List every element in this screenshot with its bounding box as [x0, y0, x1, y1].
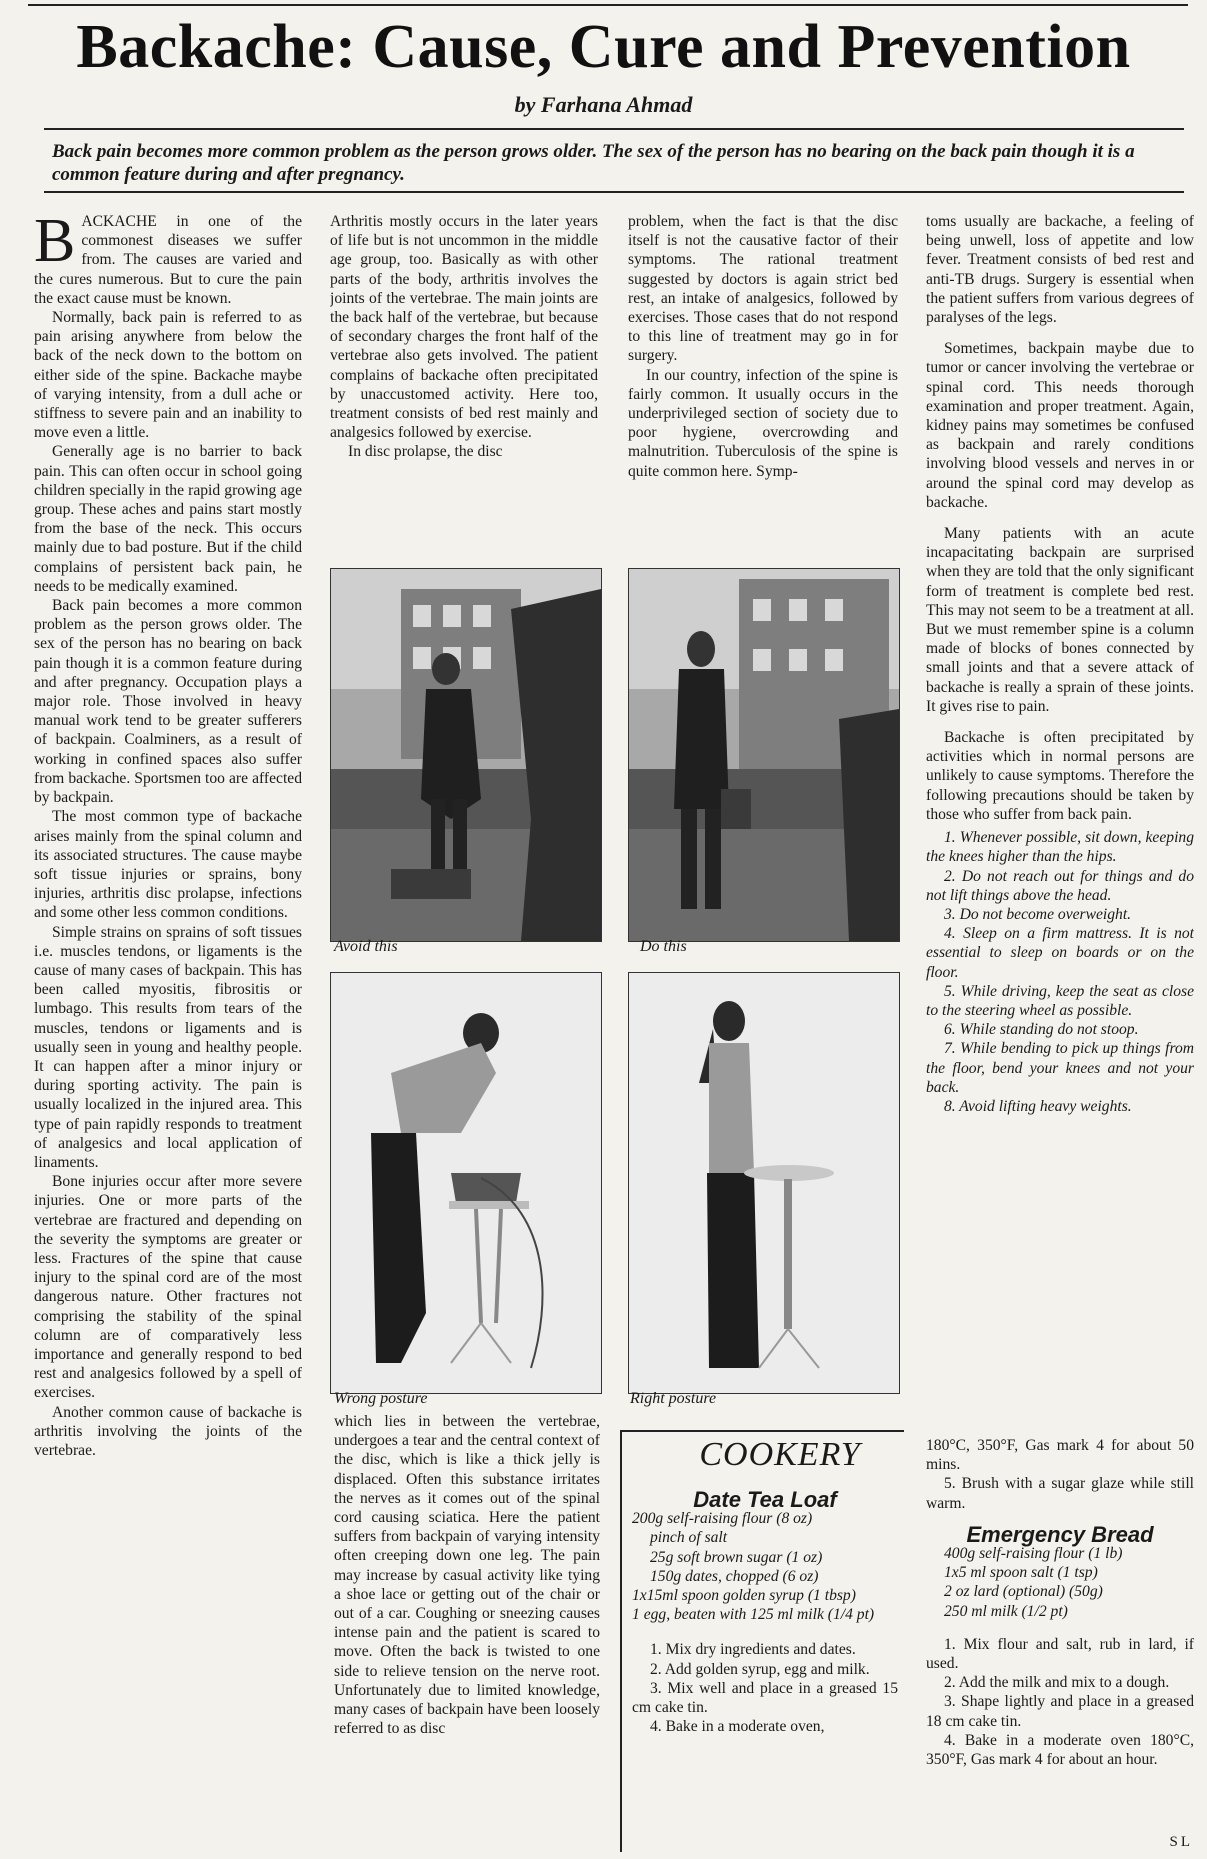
paragraph: Arthritis mostly occurs in the later years of life but is not uncommon in the middle age group, too. Basically as with other parts of the body, arthritis involves the joints of the vertebrae. The main joints are the back half of the vertebrae, but because of secondary charges the front half of the vertebrae also gets involved. The patient complains of backache often precipitated by unaccustomed activity. Here too, treatment consists of bed rest mainly and analgesics followed by exercise.	[330, 213, 598, 442]
paragraph: Backache is often precipitated by activities which in normal persons are unlikely to cause symptoms. Therefore the following precautions should be taken by those who suffer from back pain.	[926, 729, 1194, 823]
photo-right-posture	[628, 972, 900, 1394]
cookery-column-1	[632, 1490, 898, 1852]
paragraph: Back pain becomes a more common problem as the person grows older. The sex of the person has no bearing on back pain though it is a common feature during and after pregnancy. Occupation plays a major role. Those involved in heavy manual work tend to be greater sufferers of backpain. Coalminers, as a result of working in confined spaces also suffer from backache. Sportsmen too are affected by backpain.	[34, 597, 302, 807]
paragraph: Sometimes, backpain maybe due to tumor or cancer involving the vertebrae or spinal cord. This needs thorough examination and proper treatment. Again, kidney pains may sometimes be confused as backpain and rarely conditions involving blood vessels and nerves in or around the spinal cord may develop as backache.	[926, 340, 1194, 511]
cookery-column-2	[926, 1436, 1194, 1836]
paragraph: Generally age is no barrier to back pain. This can often occur in school going children specially in the rapid growing age group. These aches and pains start mostly from the base of the neck. This occurs mainly due to bad posture. But if the child complains of persistent back pain, he needs to be medically examined.	[34, 443, 302, 595]
paragraph: Normally, back pain is referred to as pain arising anywhere from below the back of the neck down to the bottom on either side of the spine. Backache maybe of varying intensity, from a dull ache or stiffness to severe pain and an inability to move even a little.	[34, 309, 302, 442]
woman-lifting-from-car-image	[331, 569, 601, 941]
precaution-item: 6. While standing do not stoop.	[944, 1021, 1139, 1039]
bread-ingredients: 400g self-raising flour (1 lb) 1x5 ml spoon salt (1 tsp) 2 oz lard (optional) (50g) 250 ml milk (1/2 pt)	[944, 1545, 1123, 1620]
recipe-title-tea-loaf: Date Tea Loaf	[693, 1490, 837, 1512]
precaution-item: 8. Avoid lifting heavy weights.	[944, 1097, 1132, 1115]
photo-avoid-this	[330, 568, 602, 942]
deck-bottom-rule	[44, 191, 1184, 193]
precaution-item: 2. Do not reach out for things and do not lift things above the head.	[926, 867, 1194, 904]
precaution-item: 1. Whenever possible, sit down, keeping the knees higher than the hips.	[926, 829, 1194, 866]
paragraph: In disc prolapse, the disc	[348, 443, 503, 461]
recipe-title-emergency-bread: Emergency Bread	[966, 1521, 1154, 1547]
precaution-item: 5. While driving, keep the seat as close to the steering wheel as possible.	[926, 982, 1194, 1019]
tea-loaf-steps: 1. Mix dry ingredients and dates. 2. Add golden syrup, egg and milk. 3. Mix well and place in a greased 15 cm cake tin. 4. Bake in a moderate oven,	[632, 1641, 898, 1736]
paragraph: toms usually are backache, a feeling of being unwell, loss of appetite and low fever. Treatment consists of bed rest and anti-TB drugs. Surgery is essential when the patient suffers from various degrees of paralyses of the legs.	[926, 213, 1194, 327]
lead-paragraph: BACKACHE in one of the commonest diseases we suffer from. The causes are varied and the cures numerous. But to cure the pain the exact cause must be known.	[34, 212, 302, 307]
column-4	[926, 212, 1194, 1412]
woman-standing-upright-image	[629, 973, 899, 1393]
caption-avoid-this: Avoid this	[334, 938, 398, 955]
deck-top-rule	[44, 128, 1184, 130]
bread-steps: 1. Mix flour and salt, rub in lard, if used. 2. Add the milk and mix to a dough. 3. Shape lightly and place in a greased 18 cm cake tin. 4. Bake in a moderate oven 180°C, 350°F, Gas mark 4 for about an hour.	[926, 1635, 1194, 1769]
paragraph: Another common cause of backache is arthritis involving the joints of the vertebrae.	[34, 1403, 302, 1459]
precaution-item: 7. While bending to pick up things from the floor, bend your knees and not your back.	[926, 1040, 1194, 1096]
caption-right-posture: Right posture	[630, 1390, 717, 1407]
paragraph: which lies in between the vertebrae, undergoes a tear and the central context of the disc, which is like a thick jelly is displaced. Often this substance irritates the nerves as it comes out of the spinal cord causing sciatica. Here the patient suffers from backpain of varying intensity often creeping down one leg. The pain may increase by casual activity like tying a shoe lace or getting out of the chair or out of a car. Coughing or sneezing causes intense pain and the patient is scared to move. Often the back is twisted to one side to relieve tension on the nerve root. Unfortunately due to limited knowledge, many cases of backpain have been loosely referred to as disc	[334, 1413, 600, 1738]
paragraph: problem, when the fact is that the disc itself is not the causative factor of their symptoms. The rational treatment suggested by doctors is again strict bed rest, an intake of analgesics, followed by exercises. Those cases that do not respond to this line of treatment may go in for surgery.	[628, 213, 898, 365]
woman-ironing-bent-image	[331, 973, 601, 1393]
woman-holding-bag-image	[629, 569, 899, 941]
top-rule	[28, 4, 1188, 6]
caption-do-this: Do this	[640, 938, 687, 955]
precaution-item: 4. Sleep on a firm mattress. It is not essential to sleep on boards or on the floor.	[926, 925, 1194, 981]
paragraph: In our country, infection of the spine is fairly common. It usually occurs in the underprivileged section of society due to poor hygiene, overcrowding and malnutrition. Tuberculosis of the spine is quite common here. Symp-	[628, 366, 898, 480]
paragraph: Simple strains on sprains of soft tissues i.e. muscles tendons, or ligaments is the cause of many cases of backpain. This has been called myositis, fibrositis or lumbago. This results from tears of the muscles, tendons or ligaments and is usually seen in young and healthy people. It can happen after a minor injury or during sporting activity. The pain is usually localized in the injured area. This type of pain rapidly responds to treatment of analgesics and local application of linaments.	[34, 923, 302, 1171]
drop-cap: B	[34, 212, 76, 275]
paragraph: Bone injuries occur after more severe injuries. One or more parts of the vertebrae are fractured and depending on the severity the symptoms are greater or less. Fractures of the spine that cause injury to the spinal cord are of the most dangerous nature. Other fractures not comprising the stability of the spinal column are of comparatively less importance and generally respond to bed rest and analgesics followed by a spell of exercises.	[34, 1173, 302, 1402]
column-1	[34, 212, 302, 1852]
photo-wrong-posture	[330, 972, 602, 1394]
byline: by Farhana Ahmad	[514, 92, 693, 117]
column-2-bottom	[334, 1412, 600, 1852]
author-initials: SL	[1169, 1834, 1193, 1850]
cookery-heading: COOKERY	[699, 1436, 861, 1473]
tea-loaf-ingredients: 200g self-raising flour (8 oz) pinch of salt 25g soft brown sugar (1 oz) 150g dates, chopped (6 oz) 1x15ml spoon golden syrup (1 tbsp) 1 egg, beaten with 125 ml milk (1/4 pt)	[632, 1510, 875, 1624]
caption-wrong-posture: Wrong posture	[334, 1390, 428, 1407]
precautions-list	[926, 828, 1194, 1116]
headline: Backache: Cause, Cure and Prevention	[76, 13, 1131, 81]
paragraph: The most common type of backache arises mainly from the spinal column and its associated structures. The cause maybe soft tissue injuries or sprains, bony injuries, arthritis disc prolapse, infections and some other less common conditions.	[34, 808, 302, 922]
deck: Back pain becomes more common problem as the person grows older. The sex of the person has no bearing on the back pain though it is a common feature during and after pregnancy.	[52, 141, 1135, 185]
precaution-item: 3. Do not become overweight.	[944, 905, 1132, 923]
column-2-top	[330, 212, 598, 562]
column-3-top	[628, 212, 898, 562]
paragraph: Many patients with an acute incapacitating backpain are surprised when they are told that the only significant form of treatment is complete bed rest. This may not seem to be a treatment at all. But we must remember spine is a column made of blocks of bones connected by small joints and that a severe attack of backache is really a sprain of these joints. It gives rise to pain.	[926, 525, 1194, 715]
photo-do-this	[628, 568, 900, 942]
tea-loaf-steps-continued: 180°C, 350°F, Gas mark 4 for about 50 mins. 5. Brush with a sugar glaze while still warm.	[926, 1437, 1194, 1512]
